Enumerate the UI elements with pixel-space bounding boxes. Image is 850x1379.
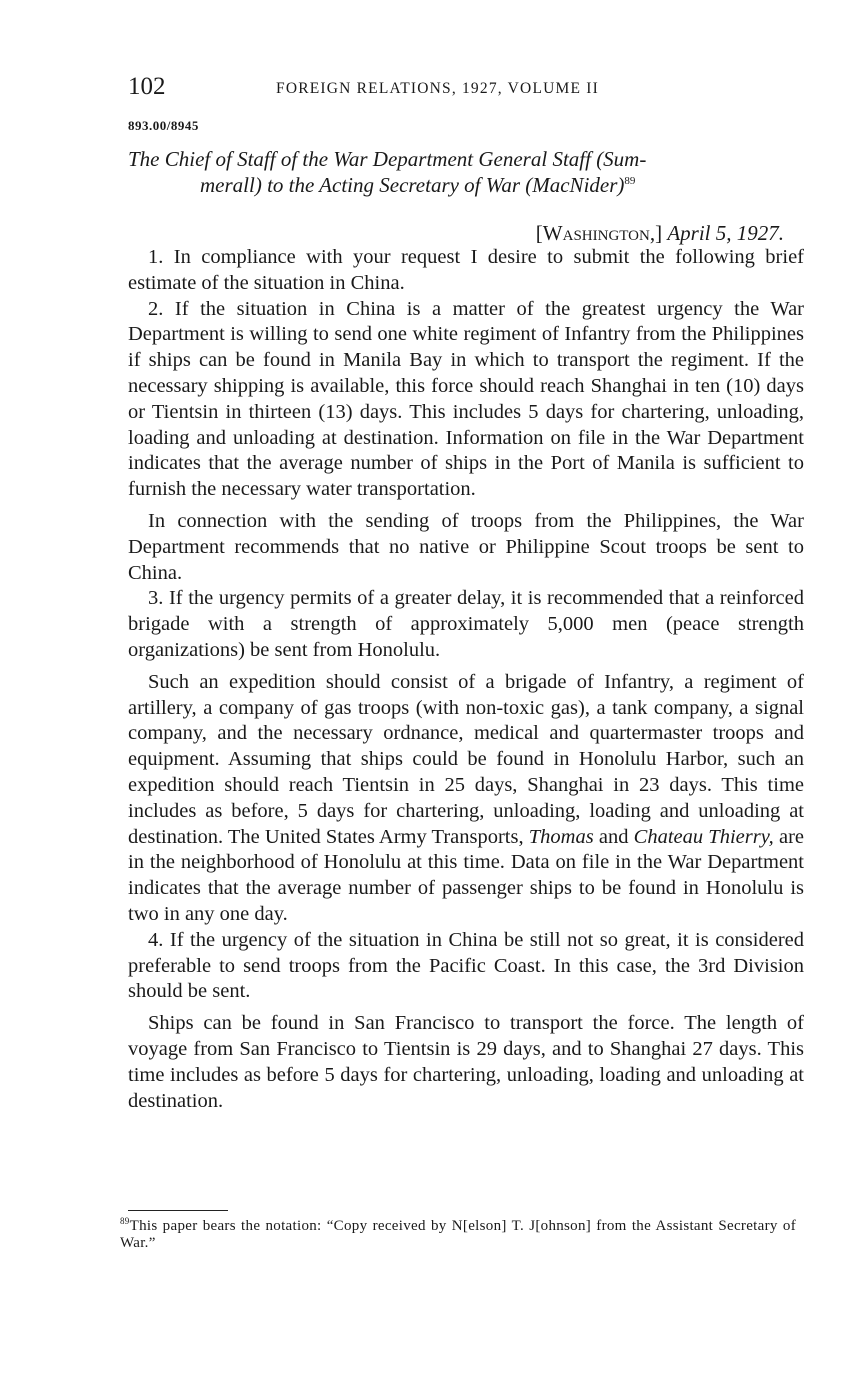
title-line-1: The Chief of Staff of the War Department General Staff (Sum- — [128, 147, 647, 171]
paragraph-5-part-1: Such an expedition should consist of a brigade of Infantry, a regiment of artillery, a company of gas troops (with non-toxic gas), a tank company, a signal company, and the necessary ordnance, medical and quartermaster troops and equipment. Assuming that ships could be found in Honolulu Harbor, such an expedition should reach Tientsin in 25 days, Shanghai in 23 days. This time includes as before, 5 days for chartering, unloading, loading and unloading at destination. The United States Army Transports, — [128, 670, 804, 848]
file-number: 893.00/8945 — [128, 118, 199, 133]
running-title: FOREIGN RELATIONS, 1927, VOLUME II — [276, 80, 599, 97]
paragraph-7: Ships can be found in San Francisco to transport the force. The length of voyage from San Francisco to Tientsin is 29 days, and to Shanghai 27 days. This time includes as before 5 days for chartering, unloading, loading and unloading at destination. — [128, 1012, 804, 1112]
dateline — [536, 220, 784, 246]
paragraph-3: In connection with the sending of troops from the Philippines, the War Department recommends that no native or Philippine Scout troops be sent to China. — [128, 509, 804, 584]
paragraph-5 — [128, 670, 804, 928]
footnote-text: This paper bears the notation: “Copy received by N[elson] T. J[ohnson] from the Assistant Secretary of War.” — [120, 1218, 796, 1251]
title-footnote-ref: 89 — [624, 175, 636, 187]
letter-body — [128, 245, 804, 1114]
ship-name-thomas: Thomas — [528, 825, 594, 848]
ship-name-chateau-thierry: Chateau Thierry, — [633, 825, 774, 848]
paragraph-5-part-2: are in the neighborhood of Honolulu at this time. Data on file in the War Department indicates that the average number of passenger ships to be found in Honolulu is two in any one day. — [128, 825, 805, 925]
footnote-divider — [128, 1210, 228, 1211]
page-number: 102 — [128, 73, 166, 100]
footnote — [120, 1218, 796, 1252]
dateline-place: [Washington,] — [535, 221, 663, 245]
paragraph-1: 1. In compliance with your request I desire to submit the following brief estimate of the situation in China. — [128, 246, 804, 294]
title-line-2-wrapper — [128, 172, 808, 198]
paragraph-4: 3. If the urgency permits of a greater delay, it is recommended that a reinforced brigade with a strength of approximately 5,000 men (peace strength organizations) be sent from Honolulu. — [128, 587, 804, 661]
document-title — [128, 146, 808, 198]
paragraph-2: 2. If the situation in China is a matter of the greatest urgency the War Department is willing to send one white regiment of Infantry from the Philippines if ships can be found in Manila Bay in which to transport the regiment. If the necessary shipping is available, this force should reach Shanghai in ten (10) days or Tientsin in thirteen (13) days. This includes 5 days for chartering, unloading, loading and unloading at destination. Information on file in the War Department indicates that the average number of ships in the Port of Manila is sufficient to furnish the necessary water transportation. — [128, 297, 804, 501]
running-header — [128, 72, 668, 102]
dateline-date: April 5, 1927. — [667, 221, 784, 245]
title-line-2: merall) to the Acting Secretary of War (MacNider) — [200, 173, 625, 197]
paragraph-5-and: and — [598, 825, 629, 848]
footnote-number: 89 — [120, 1216, 130, 1226]
paragraph-6: 4. If the urgency of the situation in China be still not so great, it is considered preferable to send troops from the Pacific Coast. In this case, the 3rd Division should be sent. — [128, 928, 804, 1003]
